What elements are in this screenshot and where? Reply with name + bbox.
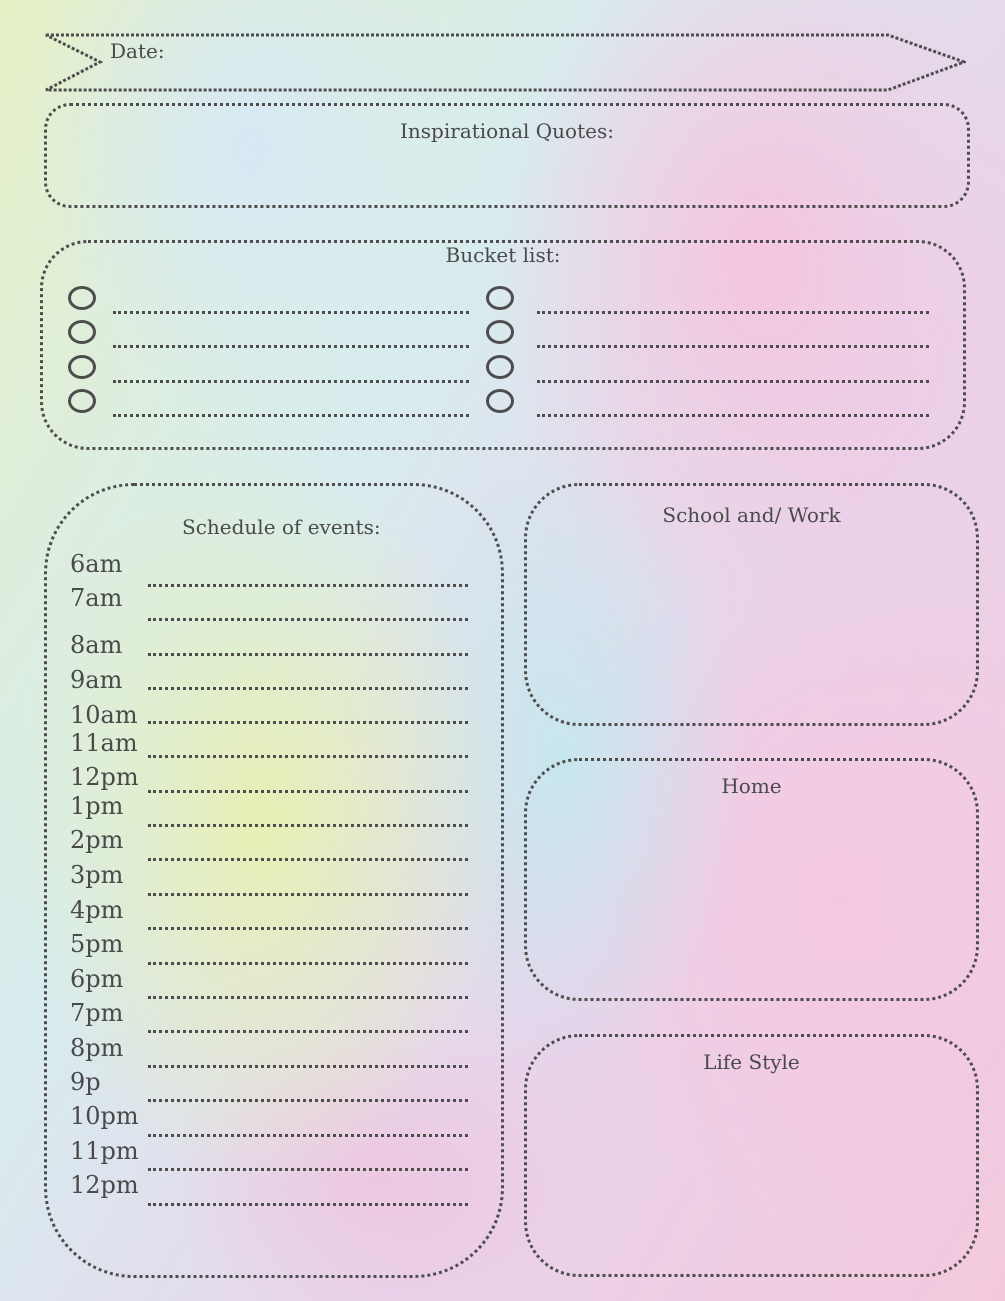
bucket-checkbox-icon[interactable] <box>68 389 96 413</box>
schedule-hour-label: 10pm <box>70 1102 139 1130</box>
schedule-hour-label: 6pm <box>70 965 124 993</box>
schedule-line[interactable] <box>148 653 468 656</box>
bucket-item-line[interactable] <box>113 414 469 417</box>
schedule-line[interactable] <box>148 893 468 896</box>
bucket-checkbox-icon[interactable] <box>68 286 96 310</box>
schedule-line[interactable] <box>148 1134 468 1137</box>
quotes-title: Inspirational Quotes: <box>400 119 614 143</box>
bucket-item-line[interactable] <box>537 380 929 383</box>
schedule-line[interactable] <box>148 962 468 965</box>
school-work-box <box>524 483 979 726</box>
lifestyle-box <box>524 1034 979 1277</box>
home-box <box>524 758 979 1001</box>
schedule-line[interactable] <box>148 824 468 827</box>
schedule-hour-label: 5pm <box>70 930 124 958</box>
schedule-line[interactable] <box>148 1099 468 1102</box>
date-label: Date: <box>110 39 165 63</box>
schedule-hour-label: 1pm <box>70 792 124 820</box>
bucket-checkbox-icon[interactable] <box>68 355 96 379</box>
schedule-hour-label: 4pm <box>70 896 124 924</box>
bucket-item-line[interactable] <box>113 345 469 348</box>
schedule-line[interactable] <box>148 687 468 690</box>
schedule-hour-label: 9am <box>70 666 123 694</box>
schedule-line[interactable] <box>148 996 468 999</box>
schedule-line[interactable] <box>148 858 468 861</box>
schedule-line[interactable] <box>148 927 468 930</box>
schedule-hour-label: 7am <box>70 584 123 612</box>
lifestyle-title: Life Style <box>703 1050 800 1074</box>
date-banner-outline <box>44 32 966 94</box>
bucket-checkbox-icon[interactable] <box>486 320 514 344</box>
bucket-list-box <box>40 240 966 450</box>
schedule-line[interactable] <box>148 721 468 724</box>
schedule-line[interactable] <box>148 1030 468 1033</box>
bucket-list-title: Bucket list: <box>445 243 561 267</box>
schedule-line[interactable] <box>148 790 468 793</box>
bucket-checkbox-icon[interactable] <box>486 355 514 379</box>
bucket-checkbox-icon[interactable] <box>68 320 96 344</box>
schedule-hour-label: 10am <box>70 701 138 729</box>
schedule-hour-label: 9p <box>70 1068 101 1096</box>
quotes-box <box>44 103 970 208</box>
schedule-line[interactable] <box>148 618 468 621</box>
bucket-item-line[interactable] <box>537 345 929 348</box>
schedule-hour-label: 3pm <box>70 861 124 889</box>
schedule-hour-label: 12pm <box>70 763 139 791</box>
school-work-title: School and/ Work <box>662 503 841 527</box>
bucket-item-line[interactable] <box>113 311 469 314</box>
bucket-item-line[interactable] <box>537 414 929 417</box>
bucket-item-line[interactable] <box>113 380 469 383</box>
schedule-hour-label: 7pm <box>70 999 124 1027</box>
schedule-line[interactable] <box>148 1168 468 1171</box>
schedule-hour-label: 12pm <box>70 1171 139 1199</box>
bucket-item-line[interactable] <box>537 311 929 314</box>
bucket-checkbox-icon[interactable] <box>486 286 514 310</box>
date-banner <box>44 32 966 94</box>
schedule-hour-label: 11pm <box>70 1137 139 1165</box>
home-title: Home <box>721 774 782 798</box>
schedule-line[interactable] <box>148 755 468 758</box>
bucket-checkbox-icon[interactable] <box>486 389 514 413</box>
schedule-line[interactable] <box>148 584 468 587</box>
schedule-line[interactable] <box>148 1065 468 1068</box>
schedule-hour-label: 11am <box>70 729 138 757</box>
schedule-hour-label: 6am <box>70 550 123 578</box>
schedule-title: Schedule of events: <box>182 515 381 539</box>
schedule-hour-label: 8am <box>70 631 123 659</box>
schedule-hour-label: 2pm <box>70 826 124 854</box>
schedule-hour-label: 8pm <box>70 1034 124 1062</box>
schedule-line[interactable] <box>148 1203 468 1206</box>
